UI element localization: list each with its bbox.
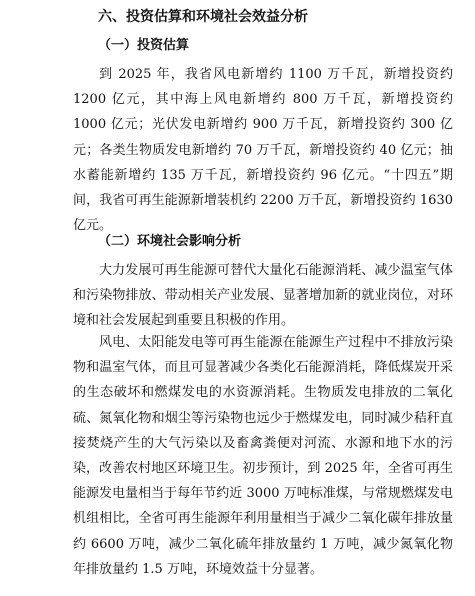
paragraph-investment: 到 2025 年，我省风电新增约 1100 万千瓦，新增投资约 1200 亿元，其中海上风电新增约 800 万千瓦，新增投资约 1000 亿元；光伏发电新增约 900 万千瓦，新增投资约 300 亿元；各类生物质发电新增约 70 万千瓦，新增投资约 40 亿元；抽水蓄能新增约 135 万千瓦，新增投资约 96 亿元。“十四五”期间，我省可再生能源新增装机约 2200 万千瓦，新增投资约 1630 亿元。 xyxy=(73,67,453,234)
paragraph-impact-details: 风电、太阳能发电等可再生能源在能源生产过程中不排放污染物和温室气体，而且可显著减少各类化石能源消耗，降低煤炭开采的生态破坏和燃煤发电的水资源消耗。生物质发电排放的二氧化硫、氮氧化物和烟尘等污染物也远少于燃煤发电，同时减少秸秆直接焚烧产生的大气污染以及畜禽粪便对河流、水源和地下水的污染，改善农村地区环境卫生。初步预计，到 2025 年，全省可再生能源发电量相当于每年节约近 3000 万吨标准煤，与常规燃煤发电机组相比，全省可再生能源年利用量相当于减少二氧化碳年排放量约 6600 万吨，减少二氧化硫年排放量约 1 万吨，减少氮氧化物年排放量约 1.5 万吨，环境效益十分显著。 xyxy=(73,335,453,577)
subsection-title-impact: （二）环境社会影响分析 xyxy=(98,234,242,249)
paragraph-impact-overview: 大力发展可再生能源可替代大量化石能源消耗、减少温室气体和污染物排放、带动相关产业发展、显著增加新的就业岗位，对环境和社会发展起到重要且积极的作用。 xyxy=(73,263,453,329)
subsection-title-investment: （一）投资估算 xyxy=(98,38,190,53)
section-title: 六、投资估算和环境社会效益分析 xyxy=(98,9,308,25)
